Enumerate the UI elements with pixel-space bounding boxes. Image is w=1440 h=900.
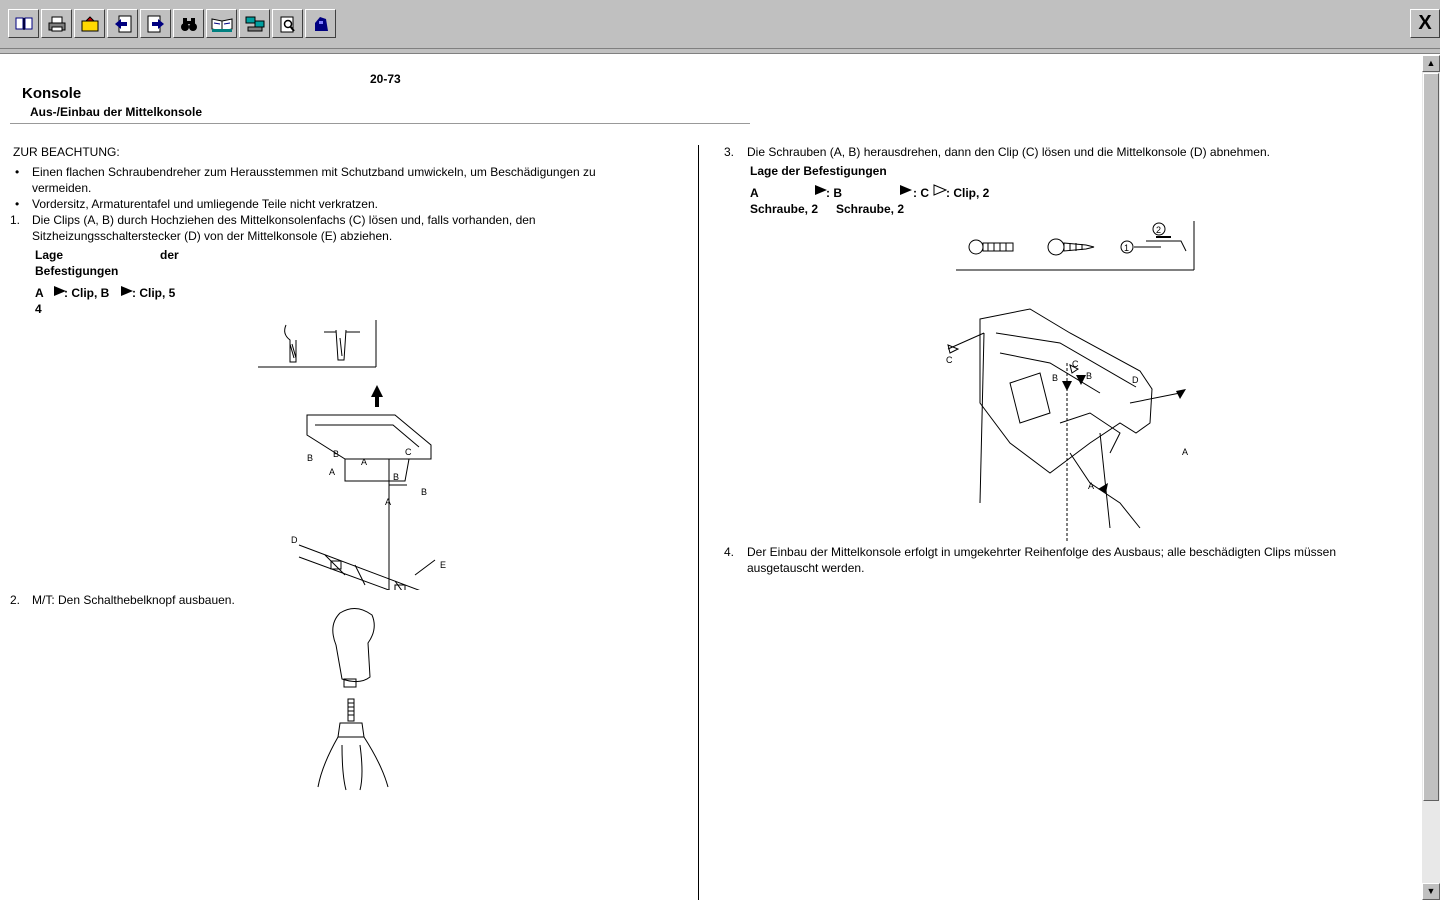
bullet-dot: • <box>15 165 20 179</box>
diagram-label-b: B <box>421 487 428 497</box>
next-page-icon <box>146 14 166 34</box>
binoculars-icon <box>179 15 199 33</box>
book-icon <box>14 15 34 33</box>
step-4-line-2: ausgetauscht werden. <box>747 561 865 575</box>
step-3-number: 3. <box>724 145 735 159</box>
step-1-line-2: Sitzheizungsschalterstecker (D) von der Mittelkonsole (E) abziehen. <box>32 229 393 243</box>
diagram-label-e: E <box>440 560 447 570</box>
diagram-label-a: A <box>329 467 336 477</box>
car-icon <box>311 15 331 33</box>
toolbar <box>0 0 1440 49</box>
close-button[interactable]: X <box>1410 9 1440 38</box>
fastener-detail-diagram <box>956 221 1196 273</box>
fastener-heading: Lage der Befestigungen <box>750 164 887 178</box>
diagram-label-b: B <box>393 472 400 482</box>
screw-b-text: Schraube, 2 <box>836 202 905 216</box>
find-button[interactable] <box>173 9 204 38</box>
vertical-scrollbar[interactable] <box>1422 55 1440 900</box>
contents-button[interactable] <box>206 9 237 38</box>
fastener-label-lage: Lage <box>35 248 64 262</box>
page-search-icon <box>278 15 298 33</box>
title-divider <box>10 123 750 124</box>
step-2-text: M/T: Den Schalthebelknopf ausbauen. <box>32 593 235 607</box>
previous-page-button[interactable] <box>107 9 138 38</box>
bullet-1-line-2: vermeiden. <box>32 181 92 195</box>
fastener-a-label: A <box>750 186 759 200</box>
toolbar-separator <box>0 49 1440 54</box>
diagram-label-b: B <box>1086 371 1093 381</box>
vehicle-button[interactable] <box>305 9 336 38</box>
step-1-number: 1. <box>10 213 21 227</box>
print-icon <box>47 15 67 33</box>
previous-page-icon <box>113 14 133 34</box>
column-divider <box>698 145 699 900</box>
document-view <box>0 55 1422 900</box>
diagram-label-two: 2 <box>1156 225 1162 235</box>
next-page-button[interactable] <box>140 9 171 38</box>
clip-detail-diagram <box>258 320 378 370</box>
step-4-line-1: Der Einbau der Mittelkonsole erfolgt in umgekehrter Reihenfolge des Ausbaus; alle beschädigten Clips müssen <box>747 545 1337 559</box>
page-number: 20-73 <box>370 72 401 86</box>
book-button[interactable] <box>8 9 39 38</box>
bullet-2: Vordersitz, Armaturentafel und umliegende Teile nicht verkratzen. <box>32 197 378 211</box>
fastener-label-der: der <box>160 248 179 262</box>
step-4-number: 4. <box>724 545 735 559</box>
fastener-count: 4 <box>35 302 42 316</box>
diagram-label-a: A <box>1088 481 1095 491</box>
fastener-a-text: : Clip, B <box>64 286 110 300</box>
diagram-label-c: C <box>405 447 412 457</box>
note-heading: ZUR BEACHTUNG: <box>13 145 120 159</box>
diagram-label-one: 1 <box>1124 243 1130 253</box>
diagram-label-b: B <box>333 449 340 459</box>
network-icon <box>244 15 266 33</box>
scroll-thumb[interactable] <box>1423 73 1439 801</box>
diagram-label-a: A <box>385 497 392 507</box>
step-3-text: Die Schrauben (A, B) herausdrehen, dann den Clip (C) lösen und die Mittelkonsole (D) abnehmen. <box>747 145 1270 159</box>
scroll-down-button[interactable]: ▼ <box>1422 883 1440 900</box>
print-button[interactable] <box>41 9 72 38</box>
solid-triangle-icon <box>899 184 913 196</box>
shift-knob-diagram <box>312 605 394 795</box>
fastener-a-label: A <box>35 286 44 300</box>
fastener-c-label: : C <box>913 186 929 200</box>
open-book-icon <box>211 15 233 33</box>
bullet-dot: • <box>15 197 20 211</box>
network-button[interactable] <box>239 9 270 38</box>
step-1-line-1: Die Clips (A, B) durch Hochziehen des Mittelkonsolenfachs (C) lösen und, falls vorhanden, den <box>32 213 536 227</box>
scroll-up-button[interactable]: ▲ <box>1422 55 1440 72</box>
fastener-c-text: : Clip, 2 <box>946 186 990 200</box>
fastener-b-label: : B <box>826 186 842 200</box>
page-title: Konsole <box>22 85 82 102</box>
diagram-label-a: A <box>361 457 368 467</box>
bullet-1-line-1: Einen flachen Schraubendreher zum Herausstemmen mit Schutzband umwickeln, um Beschädigungen zu <box>32 165 596 179</box>
diagram-label-c: C <box>946 355 953 365</box>
page-search-button[interactable] <box>272 9 303 38</box>
home-folder-button[interactable] <box>74 9 105 38</box>
fastener-label-befestigungen: Befestigungen <box>35 264 119 278</box>
diagram-label-b: B <box>307 453 314 463</box>
diagram-label-a: A <box>1182 447 1189 457</box>
page-subtitle: Aus-/Einbau der Mittelkonsole <box>30 105 203 119</box>
diagram-label-c: C <box>1072 359 1079 369</box>
screw-a-text: Schraube, 2 <box>750 202 819 216</box>
folder-home-icon <box>80 15 100 33</box>
diagram-label-b: B <box>1052 373 1059 383</box>
diagram-label-d: D <box>291 535 298 545</box>
step-2-number: 2. <box>10 593 21 607</box>
center-console-diagram <box>940 303 1195 545</box>
console-removal-diagram <box>285 385 450 590</box>
fastener-b-text: : Clip, 5 <box>132 286 176 300</box>
diagram-label-d: D <box>1132 375 1139 385</box>
hollow-triangle-icon <box>933 184 947 196</box>
